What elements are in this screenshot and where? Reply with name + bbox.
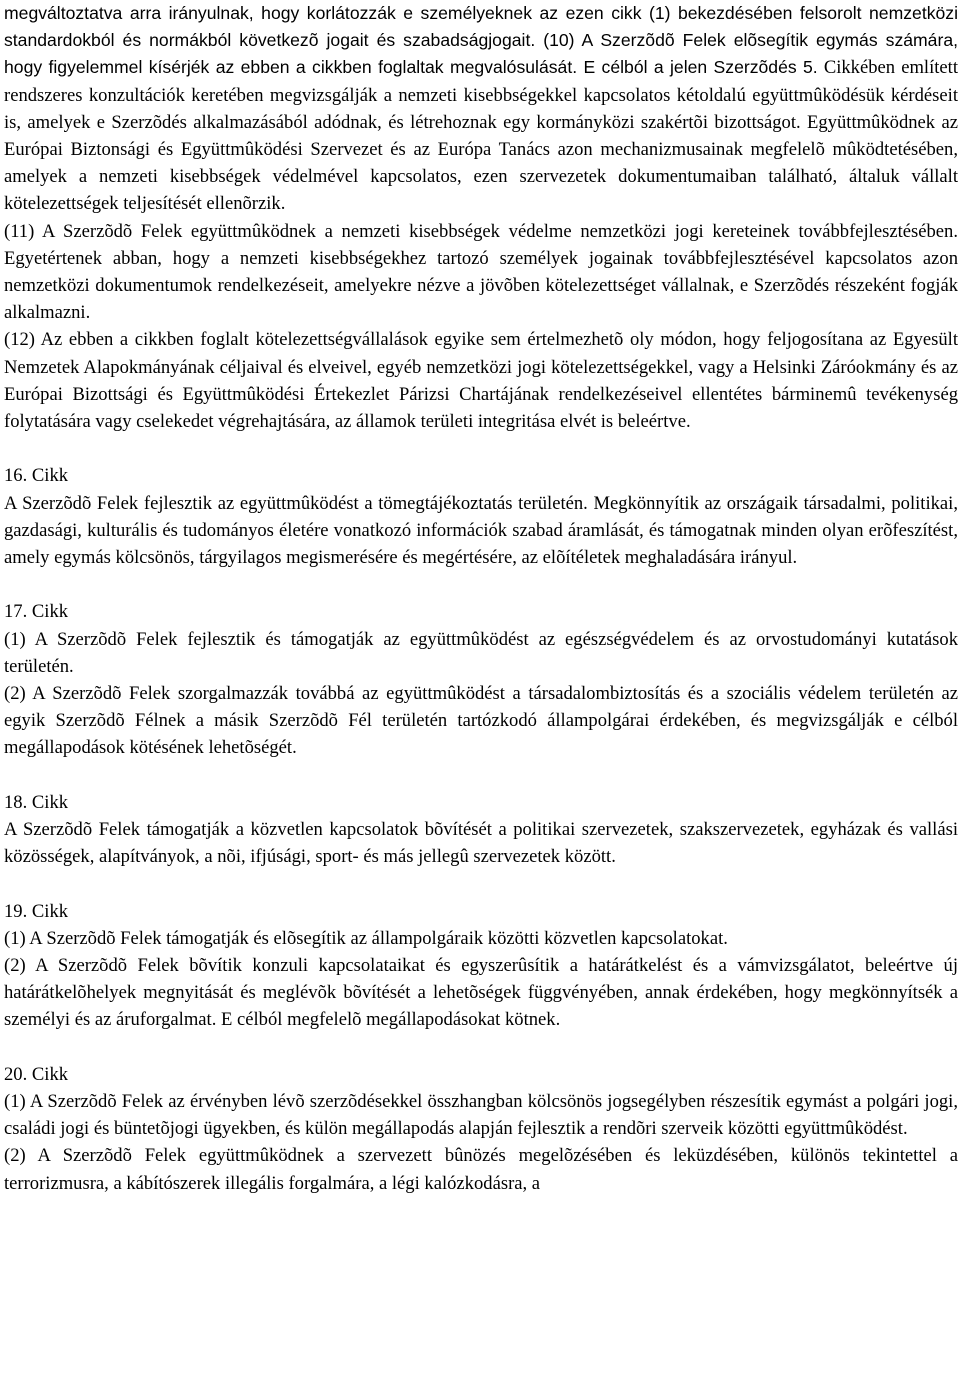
article-16-paragraph: A Szerzõdõ Felek fejlesztik az együttmûködést a tömegtájékoztatás területén. Megkönnyítik az országaik társadalmi, politikai, gazdasági, kulturális és tudományos életére vonatkozó információk szabad áramlását, és támogatnak minden olyan erõfeszítést, amely egymás kölcsönös, tárgyilagos megismerésére és megértésére, az elõítéletek meghaladására irányul. — [4, 492, 958, 569]
article-16 — [4, 462, 958, 571]
intro-serif-text: Cikkében említett rendszeres konzultációk keretében megvizsgálják a nemzeti kisebbségekkel kapcsolatos kétoldalú együttmûködésük kérdéseit is, amelyek e Szerzõdés alkalmazásából adódnak, és létrehoznak egy kormányközi szakértõi bizottságot. Együttmûködnek az Európai Biztonsági és Együttmûködési Szervezet és az Európa Tanács azon mechanizmusainak megfelelõ mûködtetésében, amelyek a nemzeti kisebbségek védelmével kapcsolatos, ezen szervezetek dokumentumaiban található, általuk vállalt kötelezettségek teljesítését ellenõrzik. — [4, 57, 958, 215]
article-19-paragraph-2: (2) A Szerzõdõ Felek bõvítik konzuli kapcsolataikat és egyszerûsítik a határátkelést és a vámvizsgálatot, beleértve új határátkelõhelyek megnyitását és meglévõk bõvítését a lehetõségek függvényében, annak érdekében, hogy megkönnyítsék a személyi és az áruforgalmat. E célból megfelelõ megállapodásokat kötnek. — [4, 955, 958, 1031]
article-20-paragraph-2: (2) A Szerzõdõ Felek együttmûködnek a szervezett bûnözés megelõzésében és leküzdésében, különös tekintettel a terrorizmusra, a kábítószerek illegális forgalmára, a légi kalózkodásra, a — [4, 1145, 958, 1194]
article-19 — [4, 898, 958, 1034]
article-18 — [4, 789, 958, 871]
paragraph-11: (11) A Szerzõdõ Felek együttmûködnek a nemzeti kisebbségek védelme nemzetközi jogi kereteinek továbbfejlesztésében. Egyetértenek abban, hogy a nemzeti kisebbségekhez tartozó személyek jogainak továbbfejlesztésével kapcsolatos azon nemzetközi dokumentumok rendelkezéseit, amelyekre nézve a jövõben kötelezettséget vállalnak, e Szerzõdés részeként fogják alkalmazni. — [4, 220, 958, 324]
article-17-paragraph-2: (2) A Szerzõdõ Felek szorgalmazzák továbbá az együttmûködést a társadalombiztosítás és a szociális védelem területén az egyik Szerzõdõ Félnek a másik Szerzõdõ Fél területén tartózkodó állampolgárai érdekében, és megvizsgálják e célból megállapodások kötésének lehetõségét. — [4, 683, 958, 759]
intro-sans-text: megváltoztatva arra irányulnak, hogy korlátozzák e személyeknek az ezen cikk (1) bekezdésében felsorolt nemzetközi standardokból és normákból következõ jogait és szabadságjogait. (10) A Szerzõdõ Felek elõsegítik egymás számára, hogy figyelemmel kísérjék az ebben a cikkben foglaltak megvalósulását. E célból a jelen Szerzõdés 5. — [4, 3, 958, 78]
article-18-paragraph: A Szerzõdõ Felek támogatják a közvetlen kapcsolatok bõvítését a politikai szervezetek, szakszervezetek, egyházak és vallási közösségek, alapítványok, a nõi, ifjúsági, sport- és más jellegû szervezetek között. — [4, 819, 958, 868]
article-20-paragraph-1: (1) A Szerzõdõ Felek az érvényben lévõ szerzõdésekkel összhangban kölcsönös jogsegélyben részesítik egymást a polgári jogi, családi jogi és büntetõjogi ügyekben, és külön megállapodás alapján fejlesztik a rendõri szerveik közötti együttmûködést. — [4, 1091, 958, 1140]
article-19-heading: 19. Cikk — [4, 900, 69, 922]
paragraph-12: (12) Az ebben a cikkben foglalt kötelezettségvállalások egyike sem értelmezhetõ oly módon, hogy feljogosítana az Egyesült Nemzetek Alapokmányának céljaival és elveivel, egyéb nemzetközi jogi kötelezettségekkel, vagy a Helsinki Záróokmány és az Európai Bizottsági és Együttmûködési Értekezlet Párizsi Chartájának rendelkezéseivel ellentétes bárminemû tevékenység folytatására vagy cselekedet végrehajtására, az államok területi integritása elvét is beleértve. — [4, 329, 958, 433]
article-20 — [4, 1061, 958, 1197]
article-16-heading: 16. Cikk — [4, 465, 69, 487]
article-17-heading: 17. Cikk — [4, 601, 69, 623]
intro-paragraph — [4, 0, 958, 218]
article-17 — [4, 598, 958, 761]
document-page — [4, 0, 958, 1394]
article-19-paragraph-1: (1) A Szerzõdõ Felek támogatják és elõsegítik az állampolgáraik közötti közvetlen kapcsolatokat. — [4, 927, 728, 949]
article-20-heading: 20. Cikk — [4, 1063, 69, 1085]
article-17-paragraph-1: (1) A Szerzõdõ Felek fejlesztik és támogatják az együttmûködést az egészségvédelem és az orvostudományi kutatások területén. — [4, 628, 958, 677]
article-18-heading: 18. Cikk — [4, 791, 69, 813]
